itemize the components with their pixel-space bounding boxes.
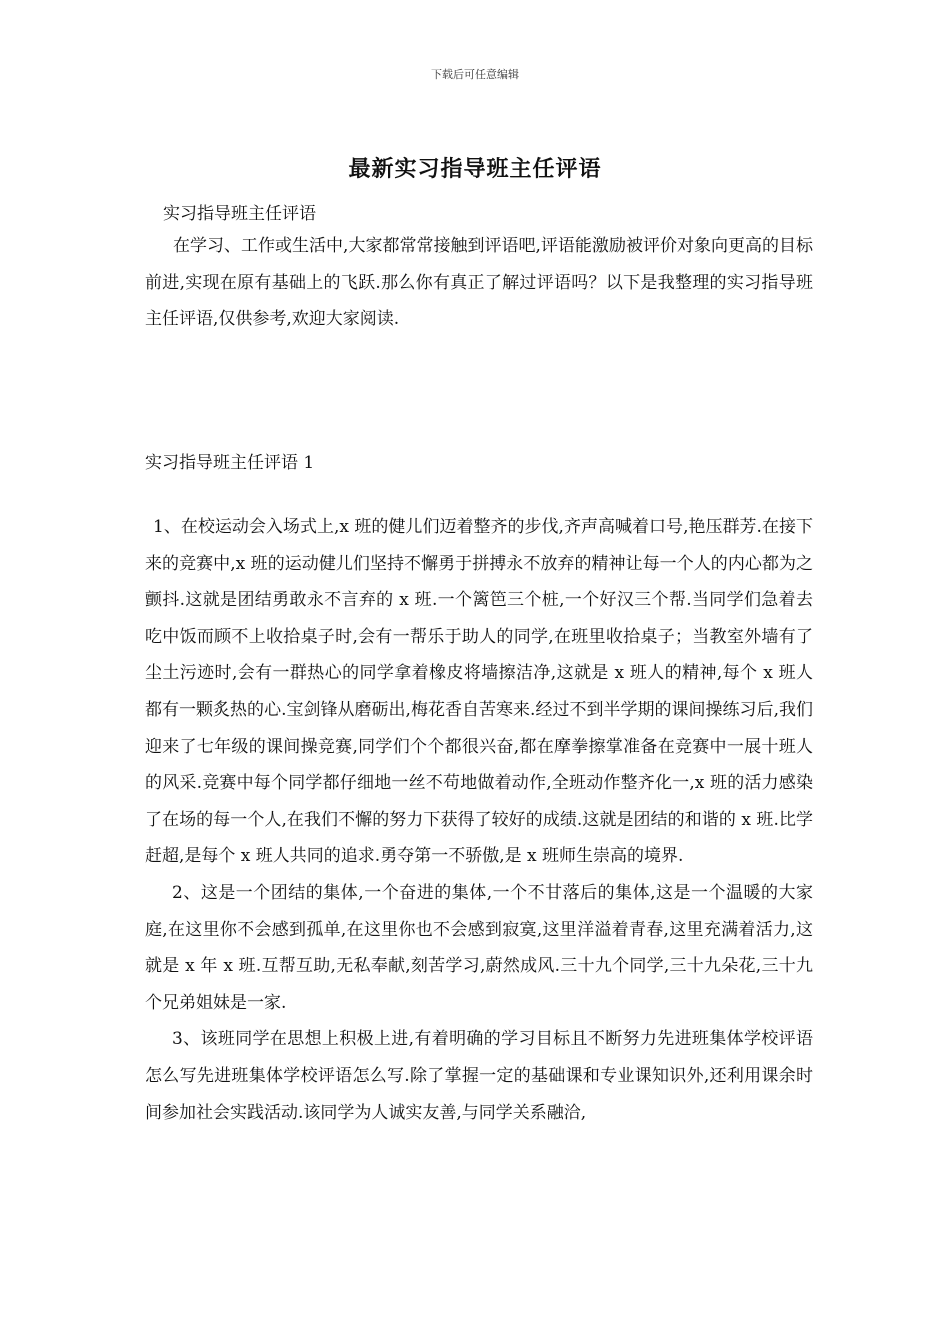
paragraph-1: 1、在校运动会入场式上,x 班的健儿们迈着整齐的步伐,齐声高喊着口号,艳压群芳.在接下来的竞赛中,x 班的运动健儿们坚持不懈勇于拼搏永不放弃的精神让每一个人的内心都为之颤抖.这就是团结勇敢永不言弃的 x 班.一个篱笆三个桩,一个好汉三个帮.当同学们急着去吃中饭而顾不上收拾桌子时,会有一帮乐于助人的同学,在班里收拾桌子；当教室外墙有了尘土污迹时,会有一群热心的同学拿着橡皮将墙擦洁净,这就是 x 班人的精神,每个 x 班人都有一颗炙热的心.宝剑锋从磨砺出,梅花香自苦寒来.经过不到半学期的课间操练习后,我们迎来了七年级的课间操竞赛,同学们个个都很兴奋,都在摩拳擦掌准备在竞赛中一展十班人的风采.竞赛中每个同学都仔细地一丝不苟地做着动作,全班动作整齐化一,x 班的活力感染了在场的每一个人,在我们不懈的努力下获得了较好的成绩.这就是团结的和谐的 x 班.比学赶超,是每个 x 班人共同的追求.勇夺第一不骄傲,是 x 班师生崇高的境界. (145, 517, 813, 867)
intro-text: 在学习、工作或生活中,大家都常常接触到评语吧,评语能激励被评价对象向更高的目标前进,实现在原有基础上的飞跃.那么你有真正了解过评语吗？以下是我整理的实习指导班主任评语,仅供参考,欢迎大家阅读. (145, 236, 813, 330)
body-text (145, 509, 813, 1131)
paragraph-2: 2、这是一个团结的集体,一个奋进的集体,一个不甘落后的集体,这是一个温暖的大家庭,在这里你不会感到孤单,在这里你也不会感到寂寞,这里洋溢着青春,这里充满着活力,这就是 x 年 x 班.互帮互助,无私奉献,刻苦学习,蔚然成风.三十九个同学,三十九朵花,三十九个兄弟姐妹是一家. (145, 882, 813, 1013)
document-title: 最新实习指导班主任评语 (348, 156, 602, 182)
document-subtitle: 实习指导班主任评语 (163, 204, 316, 224)
header-note: 下载后可任意编辑 (431, 68, 519, 81)
paragraph-3: 3、该班同学在思想上积极上进,有着明确的学习目标且不断努力先进班集体学校评语怎么写先进班集体学校评语怎么写.除了掌握一定的基础课和专业课知识外,还利用课余时间参加社会实践活动.该同学为人诚实友善,与同学关系融洽, (145, 1029, 813, 1123)
section-heading: 实习指导班主任评语 1 (145, 453, 315, 473)
intro-paragraph (145, 228, 813, 338)
